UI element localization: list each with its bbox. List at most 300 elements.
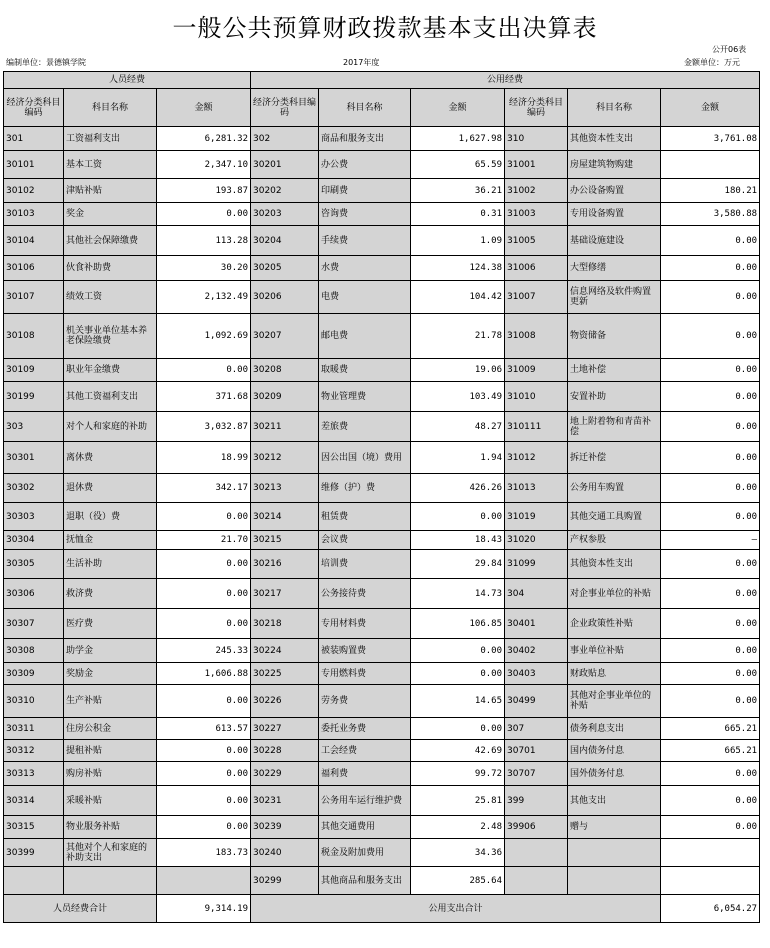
public-capital-code-cell: 310 (505, 127, 568, 151)
public-goods-code-cell: 30240 (251, 839, 319, 867)
table-row (4, 127, 760, 151)
public-goods-amount-cell: 99.72 (411, 762, 505, 786)
public-goods-code-cell: 30227 (251, 718, 319, 740)
public-goods-amount-cell: 103.49 (411, 382, 505, 412)
personnel-name-cell: 提租补贴 (64, 740, 157, 762)
public-goods-code-cell: 30215 (251, 531, 319, 550)
personnel-code-cell: 30104 (4, 226, 64, 256)
public-capital-amount-cell (661, 839, 760, 867)
public-capital-amount-cell: 0.00 (661, 663, 760, 685)
personnel-amount-cell: 30.20 (157, 256, 251, 281)
public-capital-amount-cell: 0.00 (661, 442, 760, 474)
public-goods-name-cell: 咨询费 (319, 203, 411, 226)
public-capital-code-cell: 30499 (505, 685, 568, 718)
personnel-amount-cell: 613.57 (157, 718, 251, 740)
public-goods-amount-cell: 14.65 (411, 685, 505, 718)
public-capital-amount-cell: — (661, 531, 760, 550)
name-header: 科目名称 (568, 89, 661, 127)
public-capital-amount-cell: 0.00 (661, 281, 760, 314)
expenditure-table (3, 71, 760, 923)
public-capital-amount-cell: 665.21 (661, 718, 760, 740)
personnel-code-cell: 30101 (4, 151, 64, 179)
table-row (4, 663, 760, 685)
personnel-total-value: 9,314.19 (157, 895, 251, 923)
public-goods-name-cell: 工会经费 (319, 740, 411, 762)
public-capital-name-cell: 国内债务付息 (568, 740, 661, 762)
personnel-code-cell: 301 (4, 127, 64, 151)
personnel-group-header: 人员经费 (4, 72, 251, 89)
personnel-amount-cell: 2,132.49 (157, 281, 251, 314)
name-header: 科目名称 (319, 89, 411, 127)
personnel-code-cell: 30309 (4, 663, 64, 685)
public-goods-amount-cell: 21.78 (411, 314, 505, 359)
public-capital-amount-cell: 0.00 (661, 314, 760, 359)
personnel-code-cell (4, 867, 64, 895)
public-goods-amount-cell: 0.00 (411, 663, 505, 685)
personnel-amount-cell: 371.68 (157, 382, 251, 412)
personnel-amount-cell: 3,032.87 (157, 412, 251, 442)
public-goods-amount-cell: 124.38 (411, 256, 505, 281)
public-capital-amount-cell: 0.00 (661, 226, 760, 256)
public-capital-name-cell (568, 867, 661, 895)
personnel-code-cell: 30302 (4, 474, 64, 503)
personnel-name-cell: 采暖补贴 (64, 786, 157, 816)
personnel-code-cell: 30312 (4, 740, 64, 762)
public-goods-name-cell: 其他交通费用 (319, 816, 411, 839)
personnel-amount-cell: 0.00 (157, 609, 251, 639)
public-capital-amount-cell: 0.00 (661, 816, 760, 839)
public-capital-code-cell: 30701 (505, 740, 568, 762)
public-capital-name-cell: 土地补偿 (568, 359, 661, 382)
public-capital-name-cell: 公务用车购置 (568, 474, 661, 503)
personnel-name-cell: 生活补助 (64, 550, 157, 579)
table-row (4, 639, 760, 663)
public-capital-code-cell: 31005 (505, 226, 568, 256)
table-row (4, 609, 760, 639)
table-row (4, 474, 760, 503)
public-goods-amount-cell: 1.94 (411, 442, 505, 474)
table-row (4, 203, 760, 226)
public-goods-name-cell: 办公费 (319, 151, 411, 179)
personnel-name-cell: 抚恤金 (64, 531, 157, 550)
public-goods-code-cell: 30213 (251, 474, 319, 503)
public-goods-amount-cell: 0.00 (411, 718, 505, 740)
public-capital-amount-cell: 0.00 (661, 256, 760, 281)
public-capital-name-cell (568, 839, 661, 867)
public-goods-name-cell: 其他商品和服务支出 (319, 867, 411, 895)
public-goods-code-cell: 30225 (251, 663, 319, 685)
personnel-name-cell: 助学金 (64, 639, 157, 663)
personnel-code-cell: 30310 (4, 685, 64, 718)
public-capital-code-cell: 30402 (505, 639, 568, 663)
personnel-amount-cell: 1,606.88 (157, 663, 251, 685)
public-capital-name-cell: 专用设备购置 (568, 203, 661, 226)
personnel-code-cell: 303 (4, 412, 64, 442)
public-goods-code-cell: 30201 (251, 151, 319, 179)
public-goods-name-cell: 被装购置费 (319, 639, 411, 663)
table-row (4, 786, 760, 816)
public-capital-code-cell: 31003 (505, 203, 568, 226)
amount-header: 金额 (411, 89, 505, 127)
public-goods-amount-cell: 104.42 (411, 281, 505, 314)
public-goods-amount-cell: 1,627.98 (411, 127, 505, 151)
personnel-name-cell: 购房补贴 (64, 762, 157, 786)
public-capital-name-cell: 其他支出 (568, 786, 661, 816)
public-capital-code-cell: 399 (505, 786, 568, 816)
code-header: 经济分类科目编码 (4, 89, 64, 127)
personnel-name-cell: 医疗费 (64, 609, 157, 639)
public-capital-amount-cell: 0.00 (661, 762, 760, 786)
public-capital-name-cell: 拆迁补偿 (568, 442, 661, 474)
personnel-code-cell: 30102 (4, 179, 64, 203)
public-goods-amount-cell: 2.48 (411, 816, 505, 839)
personnel-code-cell: 30103 (4, 203, 64, 226)
public-capital-code-cell: 304 (505, 579, 568, 609)
table-row (4, 281, 760, 314)
amount-header: 金额 (661, 89, 760, 127)
public-total-value: 6,054.27 (661, 895, 760, 923)
personnel-amount-cell: 0.00 (157, 685, 251, 718)
public-capital-name-cell: 大型修缮 (568, 256, 661, 281)
public-group-header: 公用经费 (251, 72, 760, 89)
personnel-name-cell: 退职（役）费 (64, 503, 157, 531)
public-goods-code-cell: 30224 (251, 639, 319, 663)
public-capital-code-cell: 31010 (505, 382, 568, 412)
public-goods-name-cell: 邮电费 (319, 314, 411, 359)
personnel-code-cell: 30313 (4, 762, 64, 786)
personnel-code-cell: 30305 (4, 550, 64, 579)
public-goods-name-cell: 福利费 (319, 762, 411, 786)
personnel-amount-cell: 21.70 (157, 531, 251, 550)
table-row (4, 839, 760, 867)
public-capital-name-cell: 财政贴息 (568, 663, 661, 685)
public-goods-code-cell: 30212 (251, 442, 319, 474)
public-goods-code-cell: 30229 (251, 762, 319, 786)
public-capital-code-cell: 31006 (505, 256, 568, 281)
table-row (4, 179, 760, 203)
public-capital-amount-cell: 0.00 (661, 609, 760, 639)
public-capital-amount-cell: 0.00 (661, 685, 760, 718)
public-goods-name-cell: 培训费 (319, 550, 411, 579)
public-capital-code-cell: 307 (505, 718, 568, 740)
public-capital-code-cell: 31007 (505, 281, 568, 314)
public-goods-amount-cell: 36.21 (411, 179, 505, 203)
public-capital-name-cell: 对企事业单位的补贴 (568, 579, 661, 609)
table-row (4, 314, 760, 359)
personnel-amount-cell: 0.00 (157, 579, 251, 609)
personnel-code-cell: 30107 (4, 281, 64, 314)
personnel-code-cell: 30311 (4, 718, 64, 740)
public-capital-name-cell: 其他交通工具购置 (568, 503, 661, 531)
public-goods-amount-cell: 1.09 (411, 226, 505, 256)
public-goods-code-cell: 30218 (251, 609, 319, 639)
public-capital-name-cell: 产权参股 (568, 531, 661, 550)
public-capital-name-cell: 信息网络及软件购置更新 (568, 281, 661, 314)
personnel-total-label: 人员经费合计 (4, 895, 157, 923)
personnel-amount-cell: 0.00 (157, 786, 251, 816)
table-row (4, 412, 760, 442)
public-goods-code-cell: 30211 (251, 412, 319, 442)
money-unit: 金额单位：万元 (684, 58, 740, 67)
personnel-amount-cell: 1,092.69 (157, 314, 251, 359)
public-goods-amount-cell: 0.31 (411, 203, 505, 226)
public-goods-code-cell: 30226 (251, 685, 319, 718)
public-capital-amount-cell: 180.21 (661, 179, 760, 203)
code-header: 经济分类科目编码 (505, 89, 568, 127)
personnel-amount-cell: 0.00 (157, 503, 251, 531)
personnel-name-cell: 工资福利支出 (64, 127, 157, 151)
public-goods-code-cell: 30208 (251, 359, 319, 382)
public-goods-code-cell: 30207 (251, 314, 319, 359)
personnel-amount-cell: 0.00 (157, 740, 251, 762)
public-goods-amount-cell: 18.43 (411, 531, 505, 550)
public-capital-code-cell: 31009 (505, 359, 568, 382)
public-capital-code-cell: 31001 (505, 151, 568, 179)
table-row (4, 531, 760, 550)
public-capital-name-cell: 国外债务付息 (568, 762, 661, 786)
table-row (4, 867, 760, 895)
public-capital-amount-cell: 665.21 (661, 740, 760, 762)
personnel-code-cell: 30301 (4, 442, 64, 474)
public-goods-amount-cell: 285.64 (411, 867, 505, 895)
public-capital-name-cell: 其他资本性支出 (568, 550, 661, 579)
public-goods-code-cell: 30206 (251, 281, 319, 314)
table-row (4, 579, 760, 609)
public-goods-name-cell: 税金及附加费用 (319, 839, 411, 867)
public-capital-code-cell (505, 867, 568, 895)
personnel-code-cell: 30106 (4, 256, 64, 281)
public-goods-amount-cell: 48.27 (411, 412, 505, 442)
personnel-amount-cell: 0.00 (157, 359, 251, 382)
public-capital-amount-cell: 0.00 (661, 412, 760, 442)
public-goods-code-cell: 30239 (251, 816, 319, 839)
personnel-code-cell: 30307 (4, 609, 64, 639)
public-capital-code-cell: 31008 (505, 314, 568, 359)
public-goods-name-cell: 商品和服务支出 (319, 127, 411, 151)
personnel-amount-cell: 193.87 (157, 179, 251, 203)
public-capital-name-cell: 物资储备 (568, 314, 661, 359)
personnel-name-cell: 对个人和家庭的补助 (64, 412, 157, 442)
public-goods-code-cell: 30216 (251, 550, 319, 579)
public-capital-name-cell: 房屋建筑物购建 (568, 151, 661, 179)
personnel-amount-cell: 18.99 (157, 442, 251, 474)
personnel-name-cell: 其他对个人和家庭的补助支出 (64, 839, 157, 867)
public-capital-name-cell: 办公设备购置 (568, 179, 661, 203)
public-capital-amount-cell: 3,761.08 (661, 127, 760, 151)
public-goods-name-cell: 专用燃料费 (319, 663, 411, 685)
reporting-unit: 编制单位：景德镇学院 (6, 58, 86, 67)
public-goods-name-cell: 差旅费 (319, 412, 411, 442)
personnel-name-cell: 基本工资 (64, 151, 157, 179)
personnel-amount-cell: 113.28 (157, 226, 251, 256)
public-capital-code-cell: 31020 (505, 531, 568, 550)
code-header: 经济分类科目编码 (251, 89, 319, 127)
public-capital-code-cell: 30707 (505, 762, 568, 786)
public-goods-amount-cell: 0.00 (411, 503, 505, 531)
public-goods-amount-cell: 65.59 (411, 151, 505, 179)
public-total-label: 公用支出合计 (251, 895, 661, 923)
public-capital-code-cell: 31002 (505, 179, 568, 203)
public-capital-amount-cell: 3,580.88 (661, 203, 760, 226)
public-capital-code-cell (505, 839, 568, 867)
personnel-code-cell: 30199 (4, 382, 64, 412)
public-goods-name-cell: 专用材料费 (319, 609, 411, 639)
public-capital-amount-cell (661, 151, 760, 179)
personnel-name-cell: 奖金 (64, 203, 157, 226)
public-goods-name-cell: 公务接待费 (319, 579, 411, 609)
personnel-code-cell: 30315 (4, 816, 64, 839)
public-capital-amount-cell (661, 867, 760, 895)
form-number: 公开06表 (712, 45, 747, 54)
public-goods-code-cell: 30228 (251, 740, 319, 762)
personnel-name-cell: 其他社会保障缴费 (64, 226, 157, 256)
table-row (4, 226, 760, 256)
personnel-amount-cell: 0.00 (157, 762, 251, 786)
public-capital-name-cell: 债务利息支出 (568, 718, 661, 740)
personnel-code-cell: 30308 (4, 639, 64, 663)
public-goods-code-cell: 302 (251, 127, 319, 151)
public-goods-amount-cell: 426.26 (411, 474, 505, 503)
public-goods-code-cell: 30204 (251, 226, 319, 256)
personnel-code-cell: 30108 (4, 314, 64, 359)
personnel-name-cell: 奖励金 (64, 663, 157, 685)
public-goods-code-cell: 30202 (251, 179, 319, 203)
public-goods-name-cell: 手续费 (319, 226, 411, 256)
public-goods-amount-cell: 25.81 (411, 786, 505, 816)
personnel-amount-cell: 2,347.10 (157, 151, 251, 179)
public-goods-name-cell: 公务用车运行维护费 (319, 786, 411, 816)
public-goods-name-cell: 租赁费 (319, 503, 411, 531)
personnel-name-cell: 职业年金缴费 (64, 359, 157, 382)
personnel-amount-cell: 183.73 (157, 839, 251, 867)
table-row (4, 151, 760, 179)
table-row (4, 442, 760, 474)
public-capital-amount-cell: 0.00 (661, 382, 760, 412)
public-capital-amount-cell: 0.00 (661, 786, 760, 816)
table-row (4, 816, 760, 839)
public-goods-name-cell: 物业管理费 (319, 382, 411, 412)
report-title: 一般公共预算财政拨款基本支出决算表 (172, 14, 598, 42)
personnel-name-cell: 离休费 (64, 442, 157, 474)
public-goods-code-cell: 30231 (251, 786, 319, 816)
personnel-code-cell: 30306 (4, 579, 64, 609)
table-row (4, 550, 760, 579)
public-goods-code-cell: 30299 (251, 867, 319, 895)
personnel-amount-cell: 0.00 (157, 816, 251, 839)
public-capital-amount-cell: 0.00 (661, 503, 760, 531)
personnel-name-cell: 其他工资福利支出 (64, 382, 157, 412)
public-goods-name-cell: 维修（护）费 (319, 474, 411, 503)
public-goods-code-cell: 30209 (251, 382, 319, 412)
personnel-name-cell: 退休费 (64, 474, 157, 503)
table-row (4, 740, 760, 762)
public-capital-name-cell: 企业政策性补贴 (568, 609, 661, 639)
personnel-amount-cell: 245.33 (157, 639, 251, 663)
personnel-code-cell: 30304 (4, 531, 64, 550)
table-row (4, 256, 760, 281)
table-row (4, 685, 760, 718)
public-goods-name-cell: 因公出国（境）费用 (319, 442, 411, 474)
public-goods-amount-cell: 29.84 (411, 550, 505, 579)
table-row (4, 382, 760, 412)
public-capital-amount-cell: 0.00 (661, 550, 760, 579)
personnel-name-cell: 机关事业单位基本养老保险缴费 (64, 314, 157, 359)
public-capital-code-cell: 31019 (505, 503, 568, 531)
public-capital-code-cell: 31099 (505, 550, 568, 579)
public-capital-name-cell: 事业单位补贴 (568, 639, 661, 663)
personnel-name-cell (64, 867, 157, 895)
public-capital-name-cell: 赠与 (568, 816, 661, 839)
public-capital-code-cell: 31013 (505, 474, 568, 503)
personnel-amount-cell: 0.00 (157, 550, 251, 579)
amount-header: 金额 (157, 89, 251, 127)
public-goods-name-cell: 取暖费 (319, 359, 411, 382)
personnel-name-cell: 住房公积金 (64, 718, 157, 740)
fiscal-year: 2017年度 (343, 58, 380, 67)
public-capital-name-cell: 其他对企事业单位的补贴 (568, 685, 661, 718)
public-goods-name-cell: 劳务费 (319, 685, 411, 718)
personnel-name-cell: 物业服务补贴 (64, 816, 157, 839)
public-capital-code-cell: 31012 (505, 442, 568, 474)
public-capital-code-cell: 30401 (505, 609, 568, 639)
public-capital-name-cell: 地上附着物和青苗补偿 (568, 412, 661, 442)
personnel-amount-cell: 0.00 (157, 203, 251, 226)
personnel-amount-cell (157, 867, 251, 895)
public-capital-amount-cell: 0.00 (661, 579, 760, 609)
personnel-code-cell: 30399 (4, 839, 64, 867)
public-capital-name-cell: 其他资本性支出 (568, 127, 661, 151)
personnel-amount-cell: 6,281.32 (157, 127, 251, 151)
public-goods-name-cell: 水费 (319, 256, 411, 281)
public-goods-code-cell: 30203 (251, 203, 319, 226)
personnel-name-cell: 伙食补助费 (64, 256, 157, 281)
public-goods-amount-cell: 34.36 (411, 839, 505, 867)
name-header: 科目名称 (64, 89, 157, 127)
personnel-name-cell: 生产补贴 (64, 685, 157, 718)
public-goods-name-cell: 印刷费 (319, 179, 411, 203)
personnel-name-cell: 救济费 (64, 579, 157, 609)
table-row (4, 503, 760, 531)
personnel-name-cell: 津贴补贴 (64, 179, 157, 203)
public-capital-code-cell: 30403 (505, 663, 568, 685)
public-goods-code-cell: 30205 (251, 256, 319, 281)
public-capital-name-cell: 安置补助 (568, 382, 661, 412)
personnel-name-cell: 绩效工资 (64, 281, 157, 314)
public-goods-amount-cell: 0.00 (411, 639, 505, 663)
table-row (4, 359, 760, 382)
public-capital-amount-cell: 0.00 (661, 359, 760, 382)
public-goods-amount-cell: 14.73 (411, 579, 505, 609)
public-goods-code-cell: 30217 (251, 579, 319, 609)
public-goods-amount-cell: 42.69 (411, 740, 505, 762)
public-goods-amount-cell: 106.85 (411, 609, 505, 639)
personnel-amount-cell: 342.17 (157, 474, 251, 503)
public-goods-name-cell: 会议费 (319, 531, 411, 550)
personnel-code-cell: 30303 (4, 503, 64, 531)
public-goods-name-cell: 委托业务费 (319, 718, 411, 740)
public-capital-name-cell: 基础设施建设 (568, 226, 661, 256)
table-row (4, 762, 760, 786)
public-goods-code-cell: 30214 (251, 503, 319, 531)
table-row (4, 718, 760, 740)
public-capital-amount-cell: 0.00 (661, 639, 760, 663)
public-capital-amount-cell: 0.00 (661, 474, 760, 503)
personnel-code-cell: 30109 (4, 359, 64, 382)
personnel-code-cell: 30314 (4, 786, 64, 816)
public-goods-name-cell: 电费 (319, 281, 411, 314)
public-goods-amount-cell: 19.06 (411, 359, 505, 382)
public-capital-code-cell: 310111 (505, 412, 568, 442)
